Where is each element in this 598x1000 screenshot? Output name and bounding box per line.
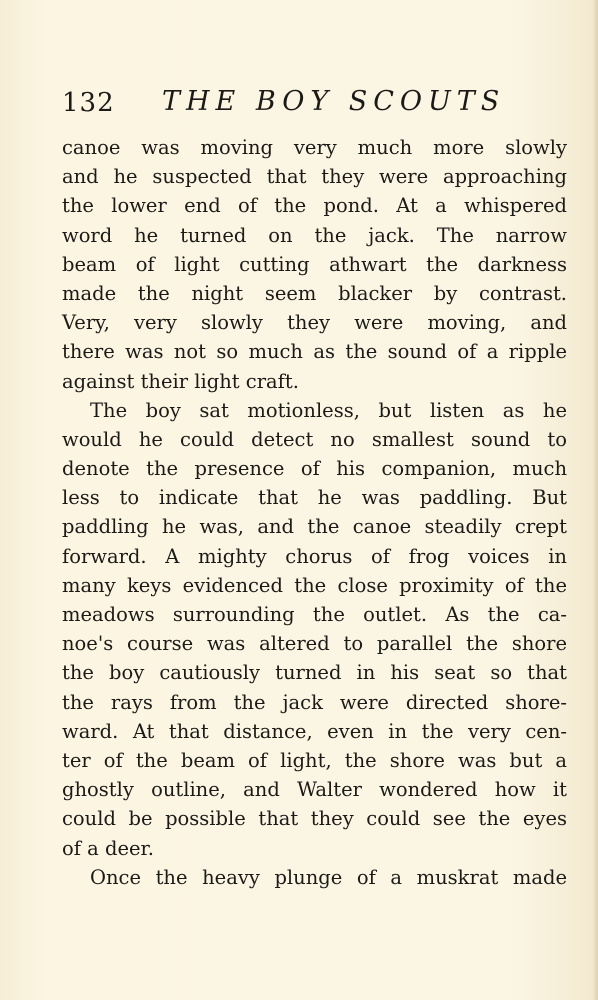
text-line: the boy cautiously turned in his seat so that	[62, 661, 567, 685]
body-text	[62, 133, 567, 892]
text-line: The boy sat motionless, but listen as he	[90, 398, 567, 422]
text-line: paddling he was, and the canoe steadily crept	[62, 515, 567, 539]
text-line: less to indicate that he was paddling. But	[62, 486, 567, 510]
page-edge-shadow	[592, 0, 598, 1000]
text-line: denote the presence of his companion, much	[62, 457, 567, 481]
page-number: 132	[62, 88, 115, 118]
text-line: could be possible that they could see the eyes	[62, 807, 567, 831]
text-line: noe's course was altered to parallel the shore	[62, 632, 567, 656]
text-line: against their light craft.	[62, 369, 299, 393]
text-line: Once the heavy plunge of a muskrat made	[90, 865, 567, 889]
text-line: ter of the beam of light, the shore was but a	[62, 748, 567, 772]
text-line: there was not so much as the sound of a ripple	[62, 340, 567, 364]
text-line: meadows surrounding the outlet. As the ca-	[62, 603, 567, 626]
text-line: forward. A mighty chorus of frog voices in	[62, 544, 567, 568]
text-line: would he could detect no smallest sound to	[62, 427, 567, 451]
text-line: ghostly outline, and Walter wondered how it	[62, 778, 567, 802]
text-line: many keys evidenced the close proximity of the	[62, 573, 567, 597]
text-line: beam of light cutting athwart the darkness	[62, 252, 567, 276]
text-line: of a deer.	[62, 836, 154, 860]
text-line: Very, very slowly they were moving, and	[62, 311, 567, 335]
text-line: word he turned on the jack. The narrow	[62, 223, 567, 247]
text-line: made the night seem blacker by contrast.	[62, 281, 567, 305]
running-head: THE BOY SCOUTS	[162, 86, 506, 117]
text-line: ward. At that distance, even in the very cen-	[62, 719, 567, 743]
page-header	[62, 86, 572, 126]
text-line: canoe was moving very much more slowly	[62, 136, 567, 159]
text-line: the rays from the jack were directed shore-	[62, 690, 567, 714]
text-line: the lower end of the pond. At a whispered	[62, 194, 567, 218]
text-line: and he suspected that they were approaching	[62, 165, 567, 189]
